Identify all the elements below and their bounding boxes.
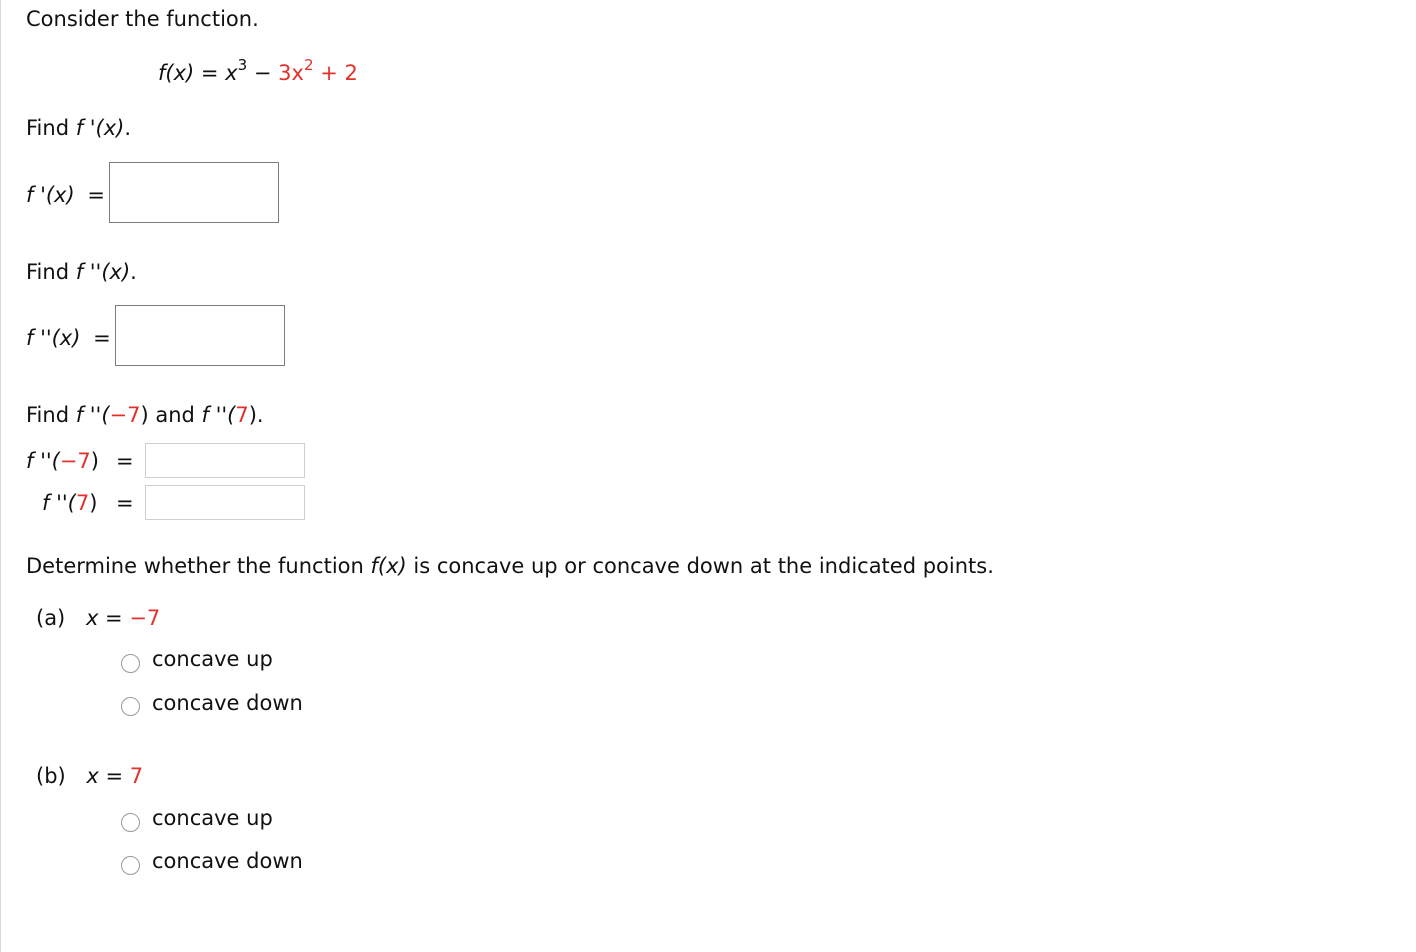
prompt-value-1: −7 bbox=[109, 403, 141, 427]
prompt-fn-1: f ''( bbox=[75, 403, 110, 427]
part-b-concave-down-radio[interactable] bbox=[121, 856, 140, 875]
find-first-derivative-prompt bbox=[26, 118, 131, 139]
label-fn: f ''( bbox=[42, 491, 76, 515]
part-value: 7 bbox=[129, 764, 144, 788]
label-function: f ''(x) bbox=[26, 326, 81, 350]
left-border-rule bbox=[0, 0, 1, 952]
find-second-derivative-prompt bbox=[26, 262, 137, 283]
prompt-end: is concave up or concave down at the indicated points. bbox=[406, 554, 994, 578]
part-a-concave-down-label[interactable]: concave down bbox=[152, 691, 303, 715]
prompt-function: f ''(x) bbox=[75, 260, 131, 284]
equals-sign: = bbox=[116, 491, 134, 515]
prompt-find: Find bbox=[26, 403, 76, 427]
second-derivative-at-neg7-input[interactable] bbox=[145, 443, 305, 478]
first-derivative-label bbox=[26, 185, 105, 206]
prompt-value-2: 7 bbox=[235, 403, 249, 427]
label-close: ) bbox=[89, 491, 98, 515]
prompt-end: ). bbox=[248, 403, 264, 427]
second-derivative-at-7-label bbox=[42, 493, 97, 514]
label-value: 7 bbox=[75, 491, 90, 515]
part-a-concave-up-radio[interactable] bbox=[121, 654, 140, 673]
prompt-start: Determine whether the function bbox=[26, 554, 371, 578]
first-derivative-input[interactable] bbox=[109, 162, 279, 223]
concavity-prompt bbox=[26, 556, 994, 577]
prompt-prefix: Find bbox=[26, 116, 76, 140]
second-derivative-at-neg7-label bbox=[26, 451, 99, 472]
part-b-concave-up-label[interactable]: concave up bbox=[152, 806, 273, 830]
function-coef-exponent: 2 bbox=[303, 55, 314, 74]
function-constant: + 2 bbox=[313, 61, 358, 85]
prompt-suffix: . bbox=[130, 260, 137, 284]
second-derivative-input[interactable] bbox=[115, 305, 285, 366]
part-tag: (b) bbox=[36, 764, 66, 788]
function-coefficient: 3x bbox=[278, 61, 304, 85]
part-a-header bbox=[36, 608, 160, 629]
prompt-fn-2: f ''( bbox=[201, 403, 236, 427]
label-fn: f ''( bbox=[26, 449, 60, 473]
function-minus: − bbox=[247, 61, 279, 85]
label-equals: = bbox=[93, 326, 111, 350]
label-function: f '(x) bbox=[26, 183, 75, 207]
equals-sign: = bbox=[116, 449, 134, 473]
function-x-exponent: 3 bbox=[237, 55, 248, 74]
label-close: ) bbox=[90, 449, 99, 473]
part-value: −7 bbox=[129, 606, 161, 630]
prompt-function: f(x) bbox=[370, 554, 407, 578]
part-b-header bbox=[36, 766, 143, 787]
part-b-concave-up-radio[interactable] bbox=[121, 813, 140, 832]
part-b-concave-down-label[interactable]: concave down bbox=[152, 849, 303, 873]
part-a-concave-up-label[interactable]: concave up bbox=[152, 647, 273, 671]
second-derivative-label bbox=[26, 328, 111, 349]
function-x-term: x bbox=[225, 61, 238, 85]
function-definition bbox=[158, 55, 358, 85]
part-variable: x = bbox=[86, 764, 130, 788]
label-value: −7 bbox=[59, 449, 91, 473]
prompt-function: f '(x) bbox=[75, 116, 125, 140]
part-tag: (a) bbox=[36, 606, 66, 630]
second-derivative-at-7-input[interactable] bbox=[145, 485, 305, 520]
prompt-and: ) and bbox=[140, 403, 202, 427]
prompt-prefix: Find bbox=[26, 260, 76, 284]
evaluate-second-derivative-prompt bbox=[26, 405, 264, 426]
intro-prompt: Consider the function. bbox=[26, 7, 259, 31]
part-a-concave-down-radio[interactable] bbox=[121, 697, 140, 716]
prompt-suffix: . bbox=[124, 116, 132, 140]
function-lhs: f(x) = bbox=[158, 61, 226, 85]
label-equals: = bbox=[87, 183, 105, 207]
part-variable: x = bbox=[85, 606, 130, 630]
